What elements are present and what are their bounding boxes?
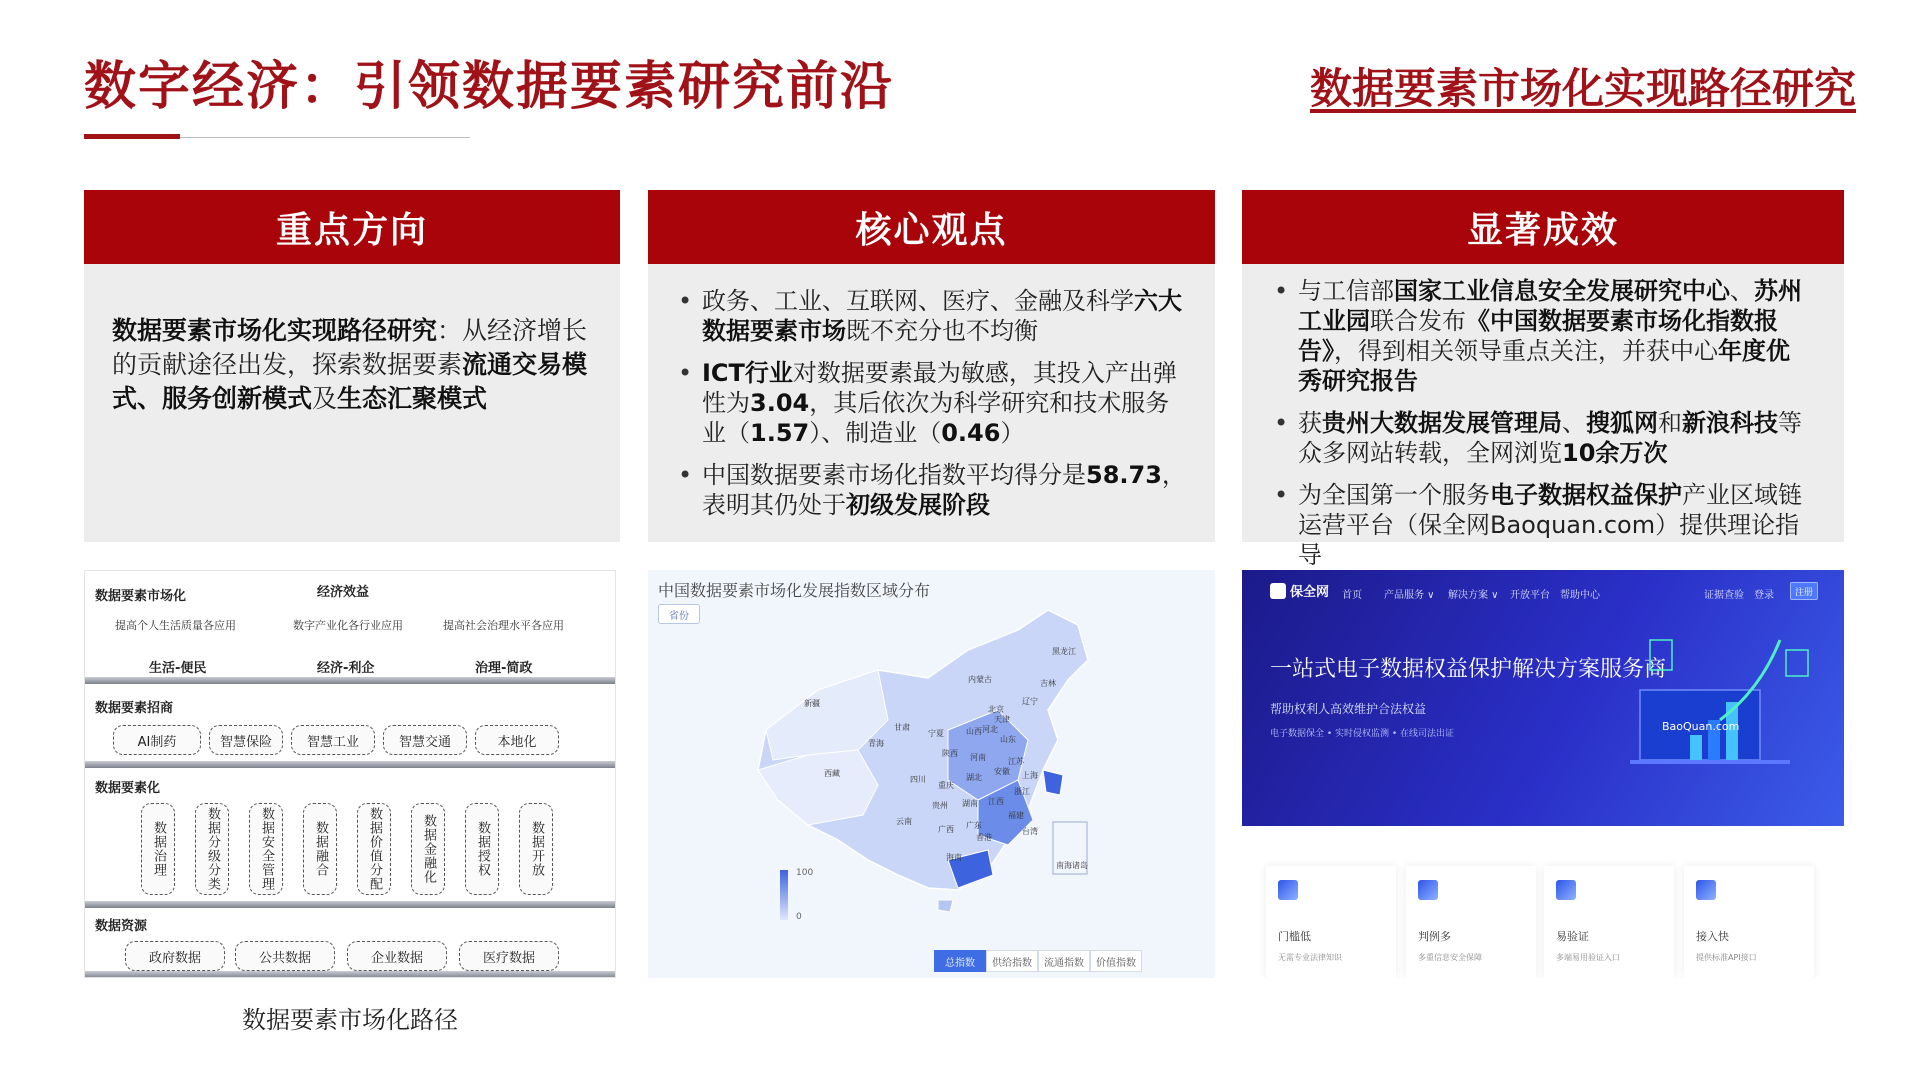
feature-card[interactable]: 判例多 多重信息安全保障 [1406,866,1536,978]
attract-item: 智慧交通 [383,725,467,755]
layer-divider [85,901,616,908]
map-province-label: 重庆 [938,781,954,790]
map-province-label: 内蒙古 [968,675,992,684]
map-province-label: 山东 [1000,735,1016,744]
project-title: 数据要素市场化实现路径研究 [1309,64,1856,113]
views-panel-heading: 核心观点 [648,190,1215,264]
logo-icon [1270,583,1286,599]
hero-tags: 电子数据保全 • 实时侵权监测 • 在线司法出证 [1270,729,1455,739]
resource-item: 企业数据 [347,941,447,971]
focus-text: ：从经济增长的贡献途径出发，探索数据要素 [112,316,588,379]
attract-item: AI制药 [113,725,201,755]
map-province-label: 青海 [868,739,884,748]
focus-mode-b: 生态汇聚模式 [337,384,488,413]
resource-item: 医疗数据 [459,941,559,971]
map-province-label: 广西 [938,825,954,834]
page-title: 数字经济：引领数据要素研究前沿 [84,56,895,117]
views-bullet: • 政务、工业、互联网、医疗、金融及科学六大数据要素市场既不充分也不均衡 [674,286,1187,346]
map-province-label: 江苏 [1008,757,1024,766]
legend-max: 100 [796,868,814,878]
map-province-label: 黑龙江 [1052,647,1076,656]
goal-econ: 经济-利企 [317,661,375,676]
results-bullet: • 为全国第一个服务电子数据权益保护产业区域链运营平台（保全网Baoquan.com）提供理论指导 [1270,480,1810,570]
attract-item: 智慧工业 [291,725,375,755]
map-province-label: 香港 [976,833,992,842]
focus-topic: 数据要素市场化实现路径研究 [112,316,438,345]
element-item: 数据价值分配 [357,803,391,895]
map-province-label: 宁夏 [928,729,944,738]
hero-heading: 一站式电子数据权益保护解决方案服务商 [1270,657,1667,682]
map-province-label: 湖北 [966,773,982,782]
views-bullet: • ICT行业对数据要素最为敏感，其投入产出弹性为3.04，其后依次为科学研究和技术服务业（1.57）、制造业（0.46） [674,358,1187,448]
attract-item: 智慧保险 [209,725,283,755]
focus-panel-body [84,264,620,542]
site-hero-banner [1242,570,1844,826]
focus-panel-heading: 重点方向 [84,190,620,264]
element-item: 数据安全管理 [249,803,283,895]
map-province-label: 四川 [910,775,926,784]
nav-home[interactable]: 首页 [1342,590,1362,601]
title-underline-accent [84,134,180,139]
map-province-label: 上海 [1022,771,1038,780]
results-panel-body [1242,264,1844,569]
feature-card[interactable]: 接入快 提供标准API接口 [1684,866,1814,978]
layer-resource-label: 数据资源 [95,919,148,934]
map-province-label: 贵州 [932,801,948,810]
nav-verify[interactable]: 证据查验 [1704,590,1744,601]
results-bullet: • 与工信部国家工业信息安全发展研究中心、苏州工业园联合发布《中国数据要素市场化指数报告》，得到相关领导重点关注，并获中心年度优秀研究报告 [1270,276,1810,396]
map-province-label: 新疆 [804,699,820,708]
map-legend-scale [780,870,788,920]
nav-login[interactable]: 登录 [1754,590,1774,601]
map-province-label: 吉林 [1040,679,1056,688]
layer-divider [85,761,616,768]
map-province-label: 云南 [896,817,912,826]
element-item: 数据金融化 [411,803,445,895]
resource-item: 政府数据 [125,941,225,971]
hero-subheading: 帮助权利人高效维护合法权益 [1270,702,1427,716]
map-province-label: 南海诸岛 [1056,861,1088,870]
map-province-label: 台湾 [1022,827,1038,836]
layer-market-label: 数据要素市场化 [95,589,187,604]
title-underline-rule [180,137,470,138]
attract-items [85,725,616,755]
resource-items [85,941,616,971]
nav-solutions[interactable]: 解决方案 ∨ [1448,590,1499,601]
econ-benefit-label: 经济效益 [317,585,370,600]
map-province-label: 河北 [982,725,998,734]
map-province-label: 浙江 [1014,787,1030,796]
nav-open-platform[interactable]: 开放平台 [1510,590,1550,601]
diagram-caption: 数据要素市场化路径 [242,1006,458,1034]
nav-products[interactable]: 产品服务 ∨ [1384,590,1435,601]
views-bullet: • 中国数据要素市场化指数平均得分是58.73，表明其仍处于初级发展阶段 [674,460,1187,520]
focus-conj: 及 [312,384,338,413]
legend-min: 0 [796,912,802,922]
tab-supply-index[interactable]: 供给指数 [986,950,1038,972]
attract-item: 本地化 [475,725,559,755]
goal-gov: 治理-简政 [475,661,533,676]
goal-life: 生活-便民 [149,661,207,676]
element-item: 数据分级分类 [195,803,229,895]
tab-value-index[interactable]: 价值指数 [1090,950,1142,972]
results-bullet: • 获贵州大数据发展管理局、搜狐网和新浪科技等众多网站转载，全网浏览10余万次 [1270,408,1810,468]
map-province-label: 广东 [966,821,982,830]
feature-card[interactable]: 易验证 多端易用验证入口 [1544,866,1674,978]
map-province-label: 陕西 [942,749,958,758]
map-title: 中国数据要素市场化发展指数区域分布 [658,581,931,600]
app-governance: 提高社会治理水平各应用 [443,619,564,632]
focus-mode-a: 流通交易模式、服务创新模式 [112,350,588,413]
map-province-label: 辽宁 [1022,697,1038,706]
map-province-label: 湖南 [962,799,978,808]
layer-divider [85,971,616,978]
fast-access-icon [1696,880,1716,900]
map-province-label: 河南 [970,753,986,762]
index-tabs [934,950,1142,972]
register-button[interactable]: 注册 [1790,582,1818,600]
map-province-label: 西藏 [824,769,840,778]
element-item: 数据治理 [141,803,175,895]
layer-divider [85,677,616,684]
app-industry: 数字产业化各行业应用 [293,619,403,632]
map-province-label: 山西 [966,727,982,736]
cases-icon [1418,880,1438,900]
feature-card[interactable]: 门槛低 无需专业法律知识 [1266,866,1396,978]
tab-total-index[interactable]: 总指数 [934,950,986,972]
map-province-label: 江西 [988,797,1004,806]
province-toggle-button[interactable]: 省份 [658,604,700,624]
market-path-diagram [84,570,616,978]
map-province-label: 福建 [1008,811,1024,820]
map-province-label: 甘肃 [894,723,910,732]
element-item: 数据开放 [519,803,553,895]
low-threshold-icon [1278,880,1298,900]
china-map-shape [648,570,1215,978]
views-panel-body [648,264,1215,542]
layer-element-label: 数据要素化 [95,781,161,796]
element-item: 数据融合 [303,803,337,895]
map-province-label: 天津 [994,715,1010,724]
baoquan-website-screenshot [1242,570,1844,978]
element-item: 数据授权 [465,803,499,895]
verify-icon [1556,880,1576,900]
map-province-label: 安徽 [994,767,1010,776]
results-panel-heading: 显著成效 [1242,190,1844,264]
layer-attract-label: 数据要素招商 [95,701,174,716]
site-logo[interactable]: 保全网 [1270,581,1329,600]
resource-item: 公共数据 [235,941,335,971]
hero-screen-text: BaoQuan.com [1662,720,1740,733]
hero-illustration [1630,630,1830,770]
map-province-label: 海南 [946,853,962,862]
map-province-label: 北京 [988,705,1004,714]
region-index-map [648,570,1215,978]
tab-circulation-index[interactable]: 流通指数 [1038,950,1090,972]
nav-help[interactable]: 帮助中心 [1560,590,1600,601]
app-personal: 提高个人生活质量各应用 [115,619,236,632]
